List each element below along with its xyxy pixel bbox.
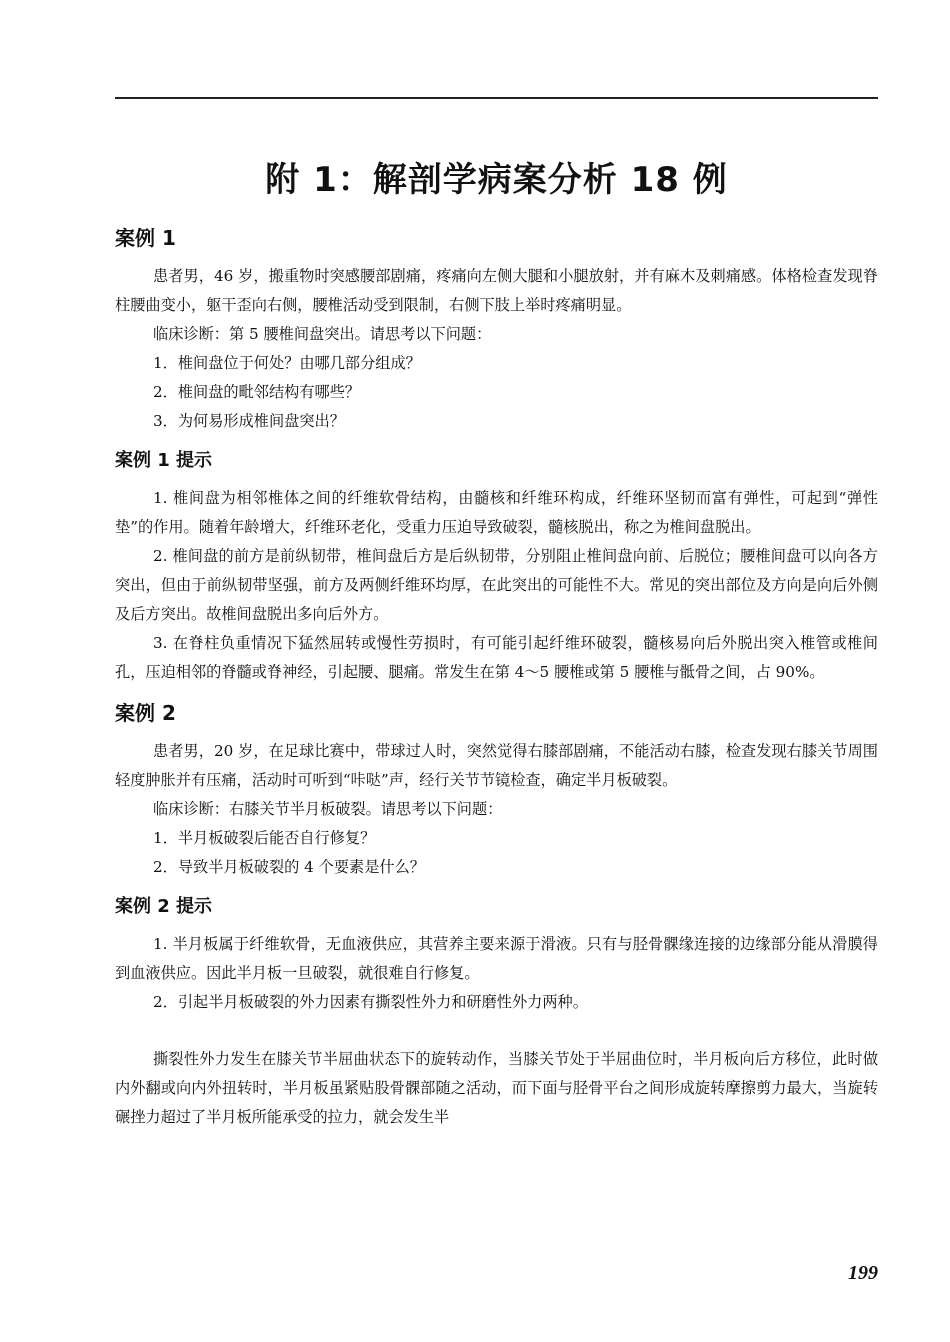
page-number: 199 xyxy=(848,1262,878,1284)
case-2-description: 患者男，20 岁，在足球比赛中，带球过人时，突然觉得右膝部剧痛，不能活动右膝，检查发现右膝关节周围轻度肿胀并有压痛，活动时可听到“咔哒”声，经行关节节镜检查，确定半月板破裂。 xyxy=(115,742,878,789)
case-1-hint-section xyxy=(115,446,878,687)
case-2-section xyxy=(115,697,878,882)
case-2-question: 2．导致半月板破裂的 4 个要素是什么？ xyxy=(153,858,425,876)
case-1-hint-heading: 案例 1 提示 xyxy=(115,450,213,471)
case-2-hint-heading: 案例 2 提示 xyxy=(115,896,213,917)
case-1-question: 3．为何易形成椎间盘突出？ xyxy=(153,412,345,430)
case-1-heading: 案例 1 xyxy=(115,226,176,250)
case-1-hint-paragraph: 3. 在脊柱负重情况下猛然屈转或慢性劳损时，有可能引起纤维环破裂，髓核易向后外脱出突入椎管或椎间孔，压迫相邻的脊髓或脊神经，引起腰、腿痛。常发生在第 4～5 腰椎或第 5 腰椎与骶骨之间，占 90%。 xyxy=(115,634,878,681)
page-title: 附 1：解剖学病案分析 18 例 xyxy=(265,160,728,200)
case-1-hint-paragraph: 2. 椎间盘的前方是前纵韧带，椎间盘后方是后纵韧带，分别阻止椎间盘向前、后脱位；腰椎间盘可以向各方突出，但由于前纵韧带坚强，前方及两侧纤维环均厚，在此突出的可能性不大。常见的突出部位及方向是向后外侧及后方突出。故椎间盘脱出多向后外方。 xyxy=(115,547,878,623)
case-1-description: 患者男，46 岁，搬重物时突感腰部剧痛，疼痛向左侧大腿和小腿放射，并有麻木及刺痛感。体格检查发现脊柱腰曲变小，躯干歪向右侧，腰椎活动受到限制，右侧下肢上举时疼痛明显。 xyxy=(115,267,878,314)
case-2-hint-paragraph: 2．引起半月板破裂的外力因素有撕裂性外力和研磨性外力两种。 xyxy=(153,993,588,1011)
case-2-diagnosis: 临床诊断：右膝关节半月板破裂。请思考以下问题： xyxy=(153,800,503,818)
case-2-heading: 案例 2 xyxy=(115,701,176,725)
case-2-hint-section xyxy=(115,892,878,1132)
paragraph-gap xyxy=(115,1017,878,1045)
header-rule xyxy=(115,97,878,99)
case-1-section xyxy=(115,222,878,436)
case-2-hint-continuation: 撕裂性外力发生在膝关节半屈曲状态下的旋转动作，当膝关节处于半屈曲位时，半月板向后方移位，此时做内外翻或向内外扭转时，半月板虽紧贴股骨髁部随之活动，而下面与胫骨平台之间形成旋转摩擦剪力最大，当旋转碾挫力超过了半月板所能承受的拉力，就会发生半 xyxy=(115,1050,878,1126)
case-1-question: 2．椎间盘的毗邻结构有哪些？ xyxy=(153,383,361,401)
case-1-hint-paragraph: 1. 椎间盘为相邻椎体之间的纤维软骨结构，由髓核和纤维环构成，纤维环坚韧而富有弹性，可起到“弹性垫”的作用。随着年龄增大，纤维环老化，受重力压迫导致破裂，髓核脱出，称之为椎间盘脱出。 xyxy=(115,489,878,536)
case-2-hint-paragraph: 1. 半月板属于纤维软骨，无血液供应，其营养主要来源于滑液。只有与胫骨髁缘连接的边缘部分能从滑膜得到血液供应。因此半月板一旦破裂，就很难自行修复。 xyxy=(115,935,878,982)
case-2-question: 1．半月板破裂后能否自行修复？ xyxy=(153,829,376,847)
case-1-diagnosis: 临床诊断：第 5 腰椎间盘突出。请思考以下问题： xyxy=(153,325,492,343)
page-content xyxy=(115,150,878,1132)
case-1-question: 1．椎间盘位于何处？由哪几部分组成？ xyxy=(153,354,421,372)
